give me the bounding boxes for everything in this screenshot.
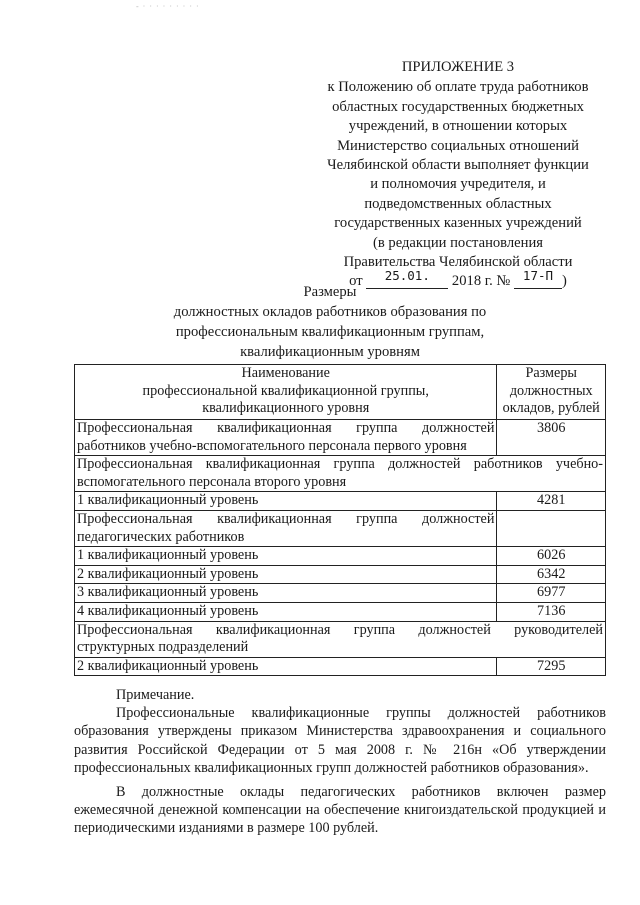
appendix-line: (в редакции постановления <box>373 234 543 251</box>
row-name: 4 квалификационный уровень <box>75 602 497 621</box>
row-name: 1 квалификационный уровень <box>75 547 497 566</box>
salary-table <box>74 364 606 676</box>
table-row <box>75 456 606 492</box>
row-value: 7295 <box>497 657 606 676</box>
row-value: 6342 <box>497 565 606 584</box>
date-value: 25.01. <box>384 268 430 284</box>
row-name: 3 квалификационный уровень <box>75 584 497 603</box>
row-value: 6026 <box>497 547 606 566</box>
table-row <box>75 602 606 621</box>
date-prefix: от <box>349 273 363 290</box>
appendix-line: к Положению об оплате труда работников <box>327 79 589 96</box>
appendix-line: Министерство социальных отношений <box>337 137 579 154</box>
closing-parenthesis: ) <box>561 273 567 290</box>
notes-label: Примечание. <box>116 687 195 703</box>
appendix-line: областных государственных бюджетных <box>332 98 584 115</box>
header-line: окладов, рублей <box>502 400 600 417</box>
notes-paragraph-1: Профессиональные квалификационные группы должностей работников образования утверждены приказом Министерства здравоохранения и социального развития Российской Федерации от 5 мая 2008 г. № 216н «Об утверждении профессиональных квалификационных групп должностей работников образования». <box>74 705 606 776</box>
appendix-line: и полномочия учредителя, и <box>370 176 546 193</box>
header-line: Размеры <box>525 365 577 381</box>
table-header-row <box>75 365 606 420</box>
year-text: 2018 г. № <box>451 273 511 290</box>
row-name: Профессиональная квалификационная группа должностей педагогических работников <box>75 510 497 546</box>
header-line: Наименование <box>241 365 330 381</box>
table-row <box>75 510 606 546</box>
title-line: должностных окладов работников образования по <box>173 304 487 320</box>
appendix-line: подведомственных областных <box>364 195 552 212</box>
header-line: должностных <box>509 382 593 399</box>
row-name: 2 квалификационный уровень <box>75 565 497 584</box>
handwritten-number <box>514 268 562 289</box>
table-row <box>75 565 606 584</box>
group-name: Профессиональная квалификационная группа должностей работников учебно-вспомогательного персонала второго уровня <box>75 456 606 492</box>
row-value <box>497 510 606 546</box>
title-line: квалификационным уровням <box>240 344 420 360</box>
header-line: квалификационного уровня <box>202 400 370 417</box>
appendix-line: государственных казенных учреждений <box>334 215 582 232</box>
table-row <box>75 657 606 676</box>
appendix-line: учреждений, в отношении которых <box>348 118 568 135</box>
table-row <box>75 584 606 603</box>
appendix-heading: ПРИЛОЖЕНИЕ 3 <box>401 59 515 75</box>
appendix-line: Правительства Челябинской области <box>343 254 573 271</box>
row-value: 4281 <box>497 492 606 511</box>
scan-noise: - · · · · · · · · · <box>136 2 200 11</box>
row-name: Профессиональная квалификационная группа должностей работников учебно-вспомогательного персонала первого уровня <box>75 420 497 456</box>
table-row <box>75 420 606 456</box>
header-cell-amount <box>497 365 606 420</box>
appendix-header <box>296 58 620 292</box>
header-cell-name <box>75 365 497 420</box>
table-row <box>75 547 606 566</box>
document-title <box>150 282 510 362</box>
row-value: 6977 <box>497 584 606 603</box>
notes-paragraph-2: В должностные оклады педагогических работников включен размер ежемесячной денежной компенсации на обеспечение книгоиздательской продукцией и периодическими изданиями в размере 100 рублей. <box>74 784 606 837</box>
table-row <box>75 492 606 511</box>
title-line: Размеры <box>303 284 357 300</box>
title-line: профессиональным квалификационным группам, <box>175 324 485 340</box>
header-line: профессиональной квалификационной группы, <box>142 382 429 399</box>
row-value: 3806 <box>497 420 606 456</box>
row-name: 2 квалификационный уровень <box>75 657 497 676</box>
number-value: 17-П <box>522 268 554 284</box>
appendix-line: Челябинской области выполняет функции <box>327 157 589 174</box>
group-name: Профессиональная квалификационная группа должностей руководителей структурных подразделений <box>75 621 606 657</box>
row-value: 7136 <box>497 602 606 621</box>
row-name: 1 квалификационный уровень <box>75 492 497 511</box>
table-row <box>75 621 606 657</box>
notes-section <box>74 686 606 838</box>
